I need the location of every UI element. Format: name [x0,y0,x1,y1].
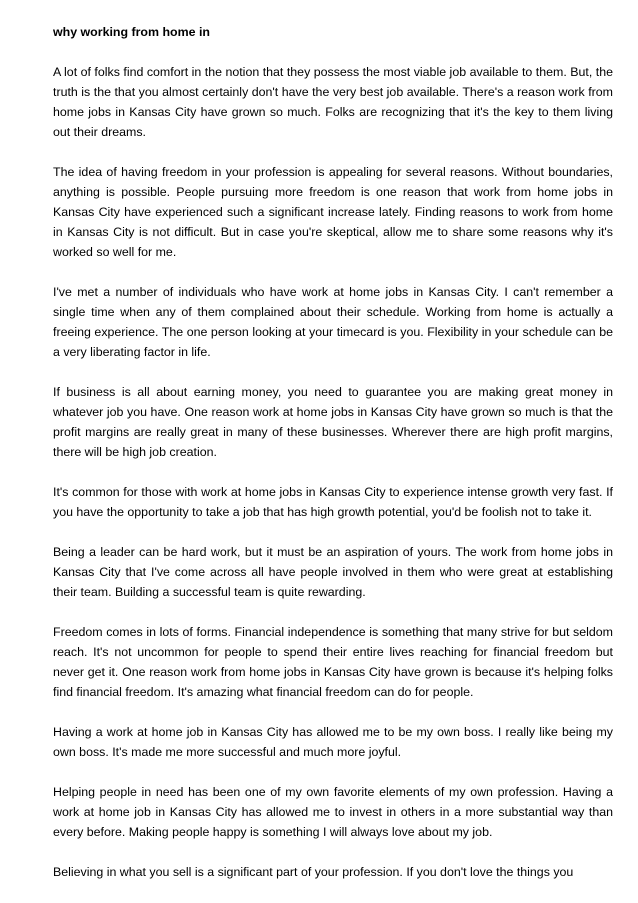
paragraph-7: Freedom comes in lots of forms. Financial independence is something that many strive for but seldom reach. It's not uncommon for people to spend their entire lives reaching for financial freedom but never get it. One reason work from home jobs in Kansas City have grown is because it's helping folks find financial freedom. It's amazing what financial freedom can do for people. [53,625,613,699]
document-title: why working from home in [53,25,210,39]
paragraph-4: If business is all about earning money, you need to guarantee you are making great money in whatever job you have. One reason work at home jobs in Kansas City have grown so much is that the profit margins are really great in many of these businesses. Wherever there are high profit margins, there will be high job creation. [53,385,613,459]
paragraph-8: Having a work at home job in Kansas City has allowed me to be my own boss. I really like being my own boss. It's made me more successful and much more joyful. [53,725,613,759]
paragraph-9: Helping people in need has been one of my own favorite elements of my own profession. Having a work at home job in Kansas City has allowed me to invest in others in a more substantial way than every before. Making people happy is something I will always love about my job. [53,785,613,839]
paragraph-5: It's common for those with work at home jobs in Kansas City to experience intense growth very fast. If you have the opportunity to take a job that has high growth potential, you'd be foolish not to take it. [53,485,613,519]
paragraph-10: Believing in what you sell is a significant part of your profession. If you don't love the things you [53,865,574,879]
paragraph-1: A lot of folks find comfort in the notion that they possess the most viable job available to them. But, the truth is the that you almost certainly don't have the very best job available. There's a reason work from home jobs in Kansas City have grown so much. Folks are recognizing that it's the key to them living out their dreams. [53,65,613,139]
paragraph-6: Being a leader can be hard work, but it must be an aspiration of yours. The work from home jobs in Kansas City that I've come across all have people involved in them who were great at establishing their team. Building a successful team is quite rewarding. [53,545,613,599]
document-page [53,22,613,882]
paragraph-2: The idea of having freedom in your profession is appealing for several reasons. Without boundaries, anything is possible. People pursuing more freedom is one reason that work from home jobs in Kansas City have experienced such a significant increase lately. Finding reasons to work from home in Kansas City is not difficult. But in case you're skeptical, allow me to share some reasons why it's worked so well for me. [53,165,613,259]
paragraph-3: I've met a number of individuals who have work at home jobs in Kansas City. I can't remember a single time when any of them complained about their schedule. Working from home is actually a freeing experience. The one person looking at your timecard is you. Flexibility in your schedule can be a very liberating factor in life. [53,285,613,359]
